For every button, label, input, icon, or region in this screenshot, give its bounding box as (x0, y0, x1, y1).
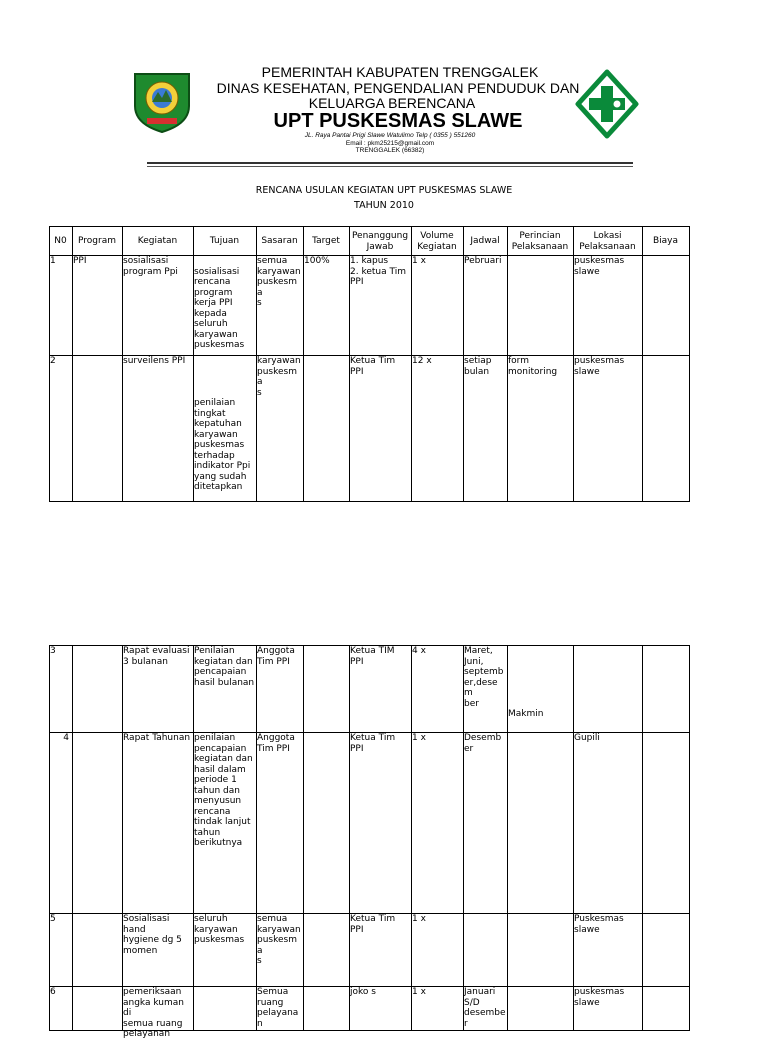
column-header-no: N0 (54, 236, 67, 246)
table-cell-sasaran: Anggota Tim PPI (257, 646, 295, 667)
table-grid-vline (303, 732, 304, 914)
letterhead-email: Email : pkm25215@gmail.com (345, 140, 435, 147)
table-cell-tujuan: penilaian pencapaian kegiatan dan hasil dalam periode 1 tahun dan menyusun rencana tindak lanjut tahun berikutnya (194, 733, 253, 848)
table-grid-hline (49, 501, 690, 502)
table-cell-lokasi: puskesmas slawe (574, 356, 625, 377)
table-cell-tujuan: Penilaian kegiatan dan pencapaian hasil bulanan (194, 646, 255, 688)
table-cell-penanggung-jawab: Ketua Tim PPI (350, 914, 396, 935)
column-header-sasaran: Sasaran (261, 236, 298, 246)
table-grid-vline (689, 986, 690, 1031)
table-grid-vline (411, 355, 412, 502)
table-grid-vline (303, 255, 304, 356)
table-grid-vline (72, 355, 73, 502)
table-grid-vline (49, 355, 50, 502)
column-header-perincian: Perincian Pelaksanaan (511, 231, 569, 252)
table-grid-vline (642, 355, 643, 502)
letterhead-address: JL. Raya Pantai Prigi Slawe Watulimo Telp ( 0355 ) 551260 (304, 132, 476, 139)
table-cell-no: 1 (50, 256, 56, 266)
column-header-program: Program (78, 236, 116, 246)
column-header-volume: Volume Kegiatan (417, 231, 457, 252)
table-cell-volume: 1 x (412, 256, 426, 266)
table-cell-no: 2 (50, 356, 56, 366)
table-cell-no: 5 (50, 914, 56, 924)
table-cell-tujuan: sosialisasi rencana program kerja PPI kepada seluruh karyawan puskesmas (194, 266, 245, 350)
table-grid-vline (507, 255, 508, 356)
table-grid-vline (507, 986, 508, 1031)
header-divider (147, 162, 633, 164)
table-cell-tujuan: seluruh karyawan puskesmas (194, 914, 245, 945)
table-grid-vline (573, 732, 574, 914)
column-header-penanggung-jawab: Penanggung Jawab (351, 231, 409, 252)
table-grid-vline (507, 732, 508, 914)
table-grid-vline (642, 645, 643, 733)
table-cell-volume: 1 x (412, 987, 426, 997)
table-cell-tujuan: penilaian tingkat kepatuhan karyawan puskesmas terhadap indikator Ppi yang sudah ditetapkan (194, 398, 251, 492)
letterhead-line2: DINAS KESEHATAN, PENGENDALIAN PENDUDUK DAN (216, 80, 580, 96)
table-cell-jadwal: Maret, Juni, septemb er,desem ber (464, 646, 504, 709)
table-grid-vline (573, 355, 574, 502)
table-cell-sasaran: Semua ruang pelayana n (257, 987, 299, 1029)
document-year: TAHUN 2010 (354, 200, 414, 211)
table-grid-vline (72, 255, 73, 356)
table-grid-vline (411, 732, 412, 914)
table-grid-vline (72, 645, 73, 733)
table-grid-vline (303, 986, 304, 1031)
table-cell-kegiatan: sosialisasi program Ppi (123, 256, 178, 277)
letterhead-line1: PEMERINTAH KABUPATEN TRENGGALEK (261, 64, 539, 80)
table-cell-penanggung-jawab: Ketua Tim PPI (350, 733, 396, 754)
table-grid-vline (642, 255, 643, 356)
column-header-tujuan: Tujuan (209, 236, 240, 246)
table-grid-vline (642, 732, 643, 914)
table-grid-vline (689, 732, 690, 914)
table-grid-vline (193, 986, 194, 1031)
table-grid-hline (49, 226, 690, 227)
table-grid-vline (49, 645, 50, 733)
table-grid-vline (689, 355, 690, 502)
table-grid-vline (642, 986, 643, 1031)
table-grid-vline (303, 355, 304, 502)
table-cell-penanggung-jawab: Ketua TIM PPI (350, 646, 395, 667)
table-cell-sasaran: semua karyawan puskesma s (257, 256, 301, 308)
table-grid-vline (72, 986, 73, 1031)
table-cell-kegiatan: pemeriksaan angka kuman di semua ruang pelayanan (123, 987, 184, 1039)
table-grid-vline (349, 355, 350, 502)
table-grid-vline (642, 913, 643, 987)
table-cell-sasaran: Anggota Tim PPI (257, 733, 295, 754)
table-cell-lokasi: puskesmas slawe (574, 987, 625, 1008)
table-cell-sasaran: karyawan puskesma s (257, 356, 301, 398)
table-grid-vline (689, 913, 690, 987)
table-grid-vline (463, 255, 464, 356)
column-header-biaya: Biaya (652, 236, 679, 246)
table-cell-no: 3 (50, 646, 56, 656)
column-header-target: Target (312, 236, 340, 246)
table-grid-vline (463, 913, 464, 987)
table-cell-no: 4 (63, 733, 69, 743)
table-cell-volume: 1 x (412, 914, 426, 924)
table-grid-vline (72, 732, 73, 914)
table-cell-program: PPI (73, 256, 87, 266)
letterhead-title: UPT PUSKESMAS SLAWE (273, 110, 523, 132)
header-divider-thin (147, 166, 633, 167)
table-grid-vline (349, 732, 350, 914)
table-grid-vline (122, 355, 123, 502)
table-cell-lokasi: Puskesmas slawe (574, 914, 624, 935)
column-header-lokasi: Lokasi Pelaksanaan (579, 231, 636, 252)
table-grid-vline (411, 255, 412, 356)
table-cell-sasaran: semua karyawan puskesma s (257, 914, 301, 966)
table-cell-perincian: form monitoring (508, 356, 558, 377)
table-cell-jadwal: Januari S/D desembe r (464, 987, 506, 1029)
table-cell-kegiatan: Sosialisasi hand hygiene dg 5 momen (123, 914, 182, 956)
table-grid-vline (256, 732, 257, 914)
puskesmas-cross-icon (574, 69, 640, 139)
table-cell-volume: 12 x (412, 356, 432, 366)
table-cell-jadwal: Desember (464, 733, 502, 754)
table-grid-vline (689, 255, 690, 356)
table-grid-vline (689, 645, 690, 733)
table-cell-kegiatan: Rapat Tahunan (123, 733, 191, 743)
table-cell-volume: 1 x (412, 733, 426, 743)
table-cell-penanggung-jawab: Ketua Tim PPI (350, 356, 396, 377)
table-grid-vline (573, 645, 574, 733)
table-cell-target: 100% (304, 256, 330, 266)
table-grid-vline (49, 255, 50, 356)
document-title: RENCANA USULAN KEGIATAN UPT PUSKESMAS SLAWE (255, 185, 513, 196)
table-cell-penanggung-jawab: 1. kapus 2. ketua Tim PPI (350, 256, 406, 287)
table-cell-jadwal: setiap bulan (464, 356, 492, 377)
table-cell-perincian: Makmin (508, 709, 544, 719)
table-grid-vline (49, 732, 50, 914)
table-cell-kegiatan: surveilens PPI (123, 356, 186, 366)
table-grid-vline (122, 732, 123, 914)
table-grid-vline (507, 355, 508, 502)
table-cell-lokasi: puskesmas slawe (574, 256, 625, 277)
table-grid-vline (303, 645, 304, 733)
table-grid-vline (689, 226, 690, 256)
table-grid-vline (463, 732, 464, 914)
table-grid-vline (463, 355, 464, 502)
table-cell-kegiatan: Rapat evaluasi 3 bulanan (123, 646, 190, 667)
table-grid-vline (303, 913, 304, 987)
table-grid-vline (507, 913, 508, 987)
column-header-kegiatan: Kegiatan (137, 236, 178, 246)
letterhead-line3: KELUARGA BERENCANA (308, 95, 476, 111)
table-grid-vline (411, 645, 412, 733)
table-cell-jadwal: Pebruari (464, 256, 502, 266)
table-cell-penanggung-jawab: joko s (350, 987, 376, 997)
column-header-jadwal: Jadwal (470, 236, 500, 246)
table-cell-volume: 4 x (412, 646, 426, 656)
table-cell-lokasi: Gupili (574, 733, 600, 743)
table-grid-vline (72, 913, 73, 987)
letterhead-city: TRENGGALEK (66382) (355, 147, 425, 154)
table-cell-no: 6 (50, 987, 56, 997)
